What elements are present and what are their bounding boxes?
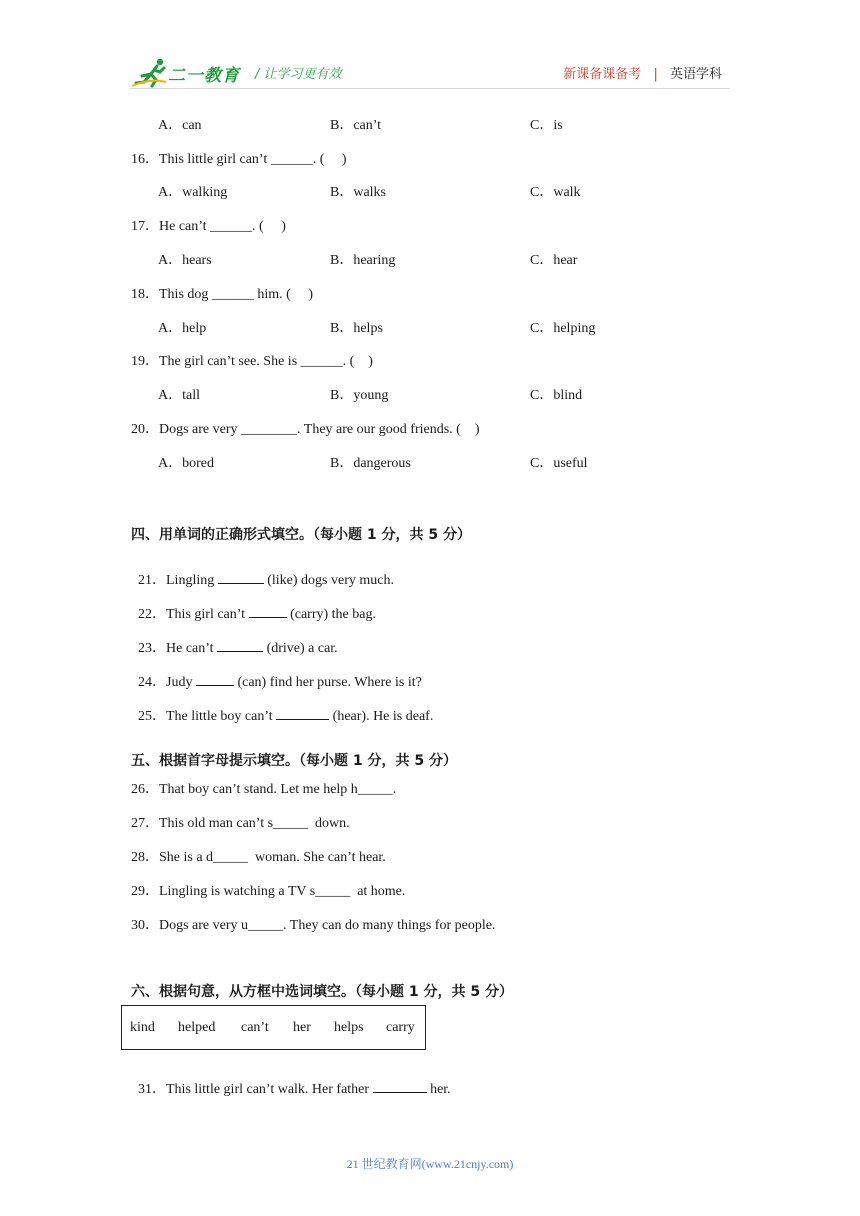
q18-option-c: C．helping <box>530 321 596 336</box>
q24 <box>131 655 422 691</box>
q23-post: (drive) a car. <box>263 641 338 656</box>
q15-option-a: A．can <box>158 118 202 133</box>
q24-post: (can) find her purse. Where is it? <box>233 675 422 690</box>
q29: 29．Lingling is watching a TV s_____ at home. <box>131 884 406 899</box>
logo-text: 二一教育 <box>168 66 240 86</box>
q15-option-b: B．can’t <box>330 118 382 133</box>
q21 <box>131 553 394 589</box>
header-separator: | <box>653 67 658 82</box>
word-bank-item: can’t <box>241 1020 269 1035</box>
word-bank-item: kind <box>130 1020 155 1035</box>
q15-option-c: C．is <box>530 118 563 133</box>
q27: 27．This old man can’t s_____ down. <box>131 816 350 831</box>
q31 <box>131 1062 451 1098</box>
q24-blank[interactable] <box>196 672 234 686</box>
q18-option-a: A．help <box>158 321 207 336</box>
q24-pre: 24．Judy <box>138 675 196 690</box>
q16-stem: 16．This little girl can’t ______. ( ) <box>131 152 347 167</box>
q17-option-c: C．hear <box>530 253 578 268</box>
q31-pre: 31．This little girl can’t walk. Her father <box>138 1082 373 1097</box>
q16-option-c: C．walk <box>530 185 581 200</box>
q21-pre: 21．Lingling <box>138 573 218 588</box>
header-subject: 英语学科 <box>669 67 722 82</box>
q17-stem: 17．He can’t ______. ( ) <box>131 219 286 234</box>
header-right <box>563 63 722 82</box>
q31-blank[interactable] <box>373 1079 427 1093</box>
word-bank-item: helped <box>178 1020 216 1035</box>
q22-blank[interactable] <box>249 604 287 618</box>
section-6-title: 六、根据句意，从方框中选词填空。（每小题 1 分，共 5 分） <box>131 984 513 1000</box>
q25-post: (hear). He is deaf. <box>329 709 434 724</box>
section-4-title: 四、用单词的正确形式填空。（每小题 1 分，共 5 分） <box>131 527 471 543</box>
word-bank-item: helps <box>334 1020 364 1035</box>
q28: 28．She is a d_____ woman. She can’t hear. <box>131 850 386 865</box>
word-bank-item: carry <box>386 1020 415 1035</box>
header-divider <box>130 88 730 89</box>
q20-option-c: C．useful <box>530 456 588 471</box>
q25-blank[interactable] <box>276 706 329 720</box>
q23-pre: 23．He can’t <box>138 641 218 656</box>
q19-stem: 19．The girl can’t see. She is ______. ( ) <box>131 354 373 369</box>
q18-option-b: B．helps <box>330 321 383 336</box>
q19-option-c: C．blind <box>530 388 583 403</box>
page-footer: 21 世纪教育网(www.21cnjy.com) <box>346 1157 514 1171</box>
q30: 30．Dogs are very u_____. They can do many things for people. <box>131 918 496 933</box>
q25 <box>131 689 433 725</box>
q22-pre: 22．This girl can’t <box>138 607 249 622</box>
q22-post: (carry) the bag. <box>286 607 376 622</box>
q18-stem: 18．This dog ______ him. ( ) <box>131 287 313 302</box>
q21-blank[interactable] <box>218 570 264 584</box>
q23-blank[interactable] <box>217 638 263 652</box>
q20-stem: 20．Dogs are very ________. They are our good friends. ( ) <box>131 422 480 437</box>
section-5-title: 五、根据首字母提示填空。（每小题 1 分，共 5 分） <box>131 753 457 769</box>
q17-option-a: A．hears <box>158 253 212 268</box>
q20-option-a: A．bored <box>158 456 214 471</box>
word-bank-box <box>121 1005 426 1050</box>
q19-option-a: A．tall <box>158 388 200 403</box>
q25-pre: 25．The little boy can’t <box>138 709 277 724</box>
q22 <box>131 587 376 623</box>
q19-option-b: B．young <box>330 388 389 403</box>
q21-post: (like) dogs very much. <box>263 573 394 588</box>
q23 <box>131 621 338 657</box>
word-bank-item: her <box>293 1020 311 1035</box>
header-slogan: / 让学习更有效 <box>255 67 342 82</box>
q16-option-b: B．walks <box>330 185 386 200</box>
q17-option-b: B．hearing <box>330 253 396 268</box>
q20-option-b: B．dangerous <box>330 456 411 471</box>
q31-post: her. <box>426 1082 451 1097</box>
header-tagline: 新课备课备考 <box>563 67 642 82</box>
q26: 26．That boy can’t stand. Let me help h_____. <box>131 782 397 797</box>
q16-option-a: A．walking <box>158 185 228 200</box>
page-header <box>130 56 730 92</box>
